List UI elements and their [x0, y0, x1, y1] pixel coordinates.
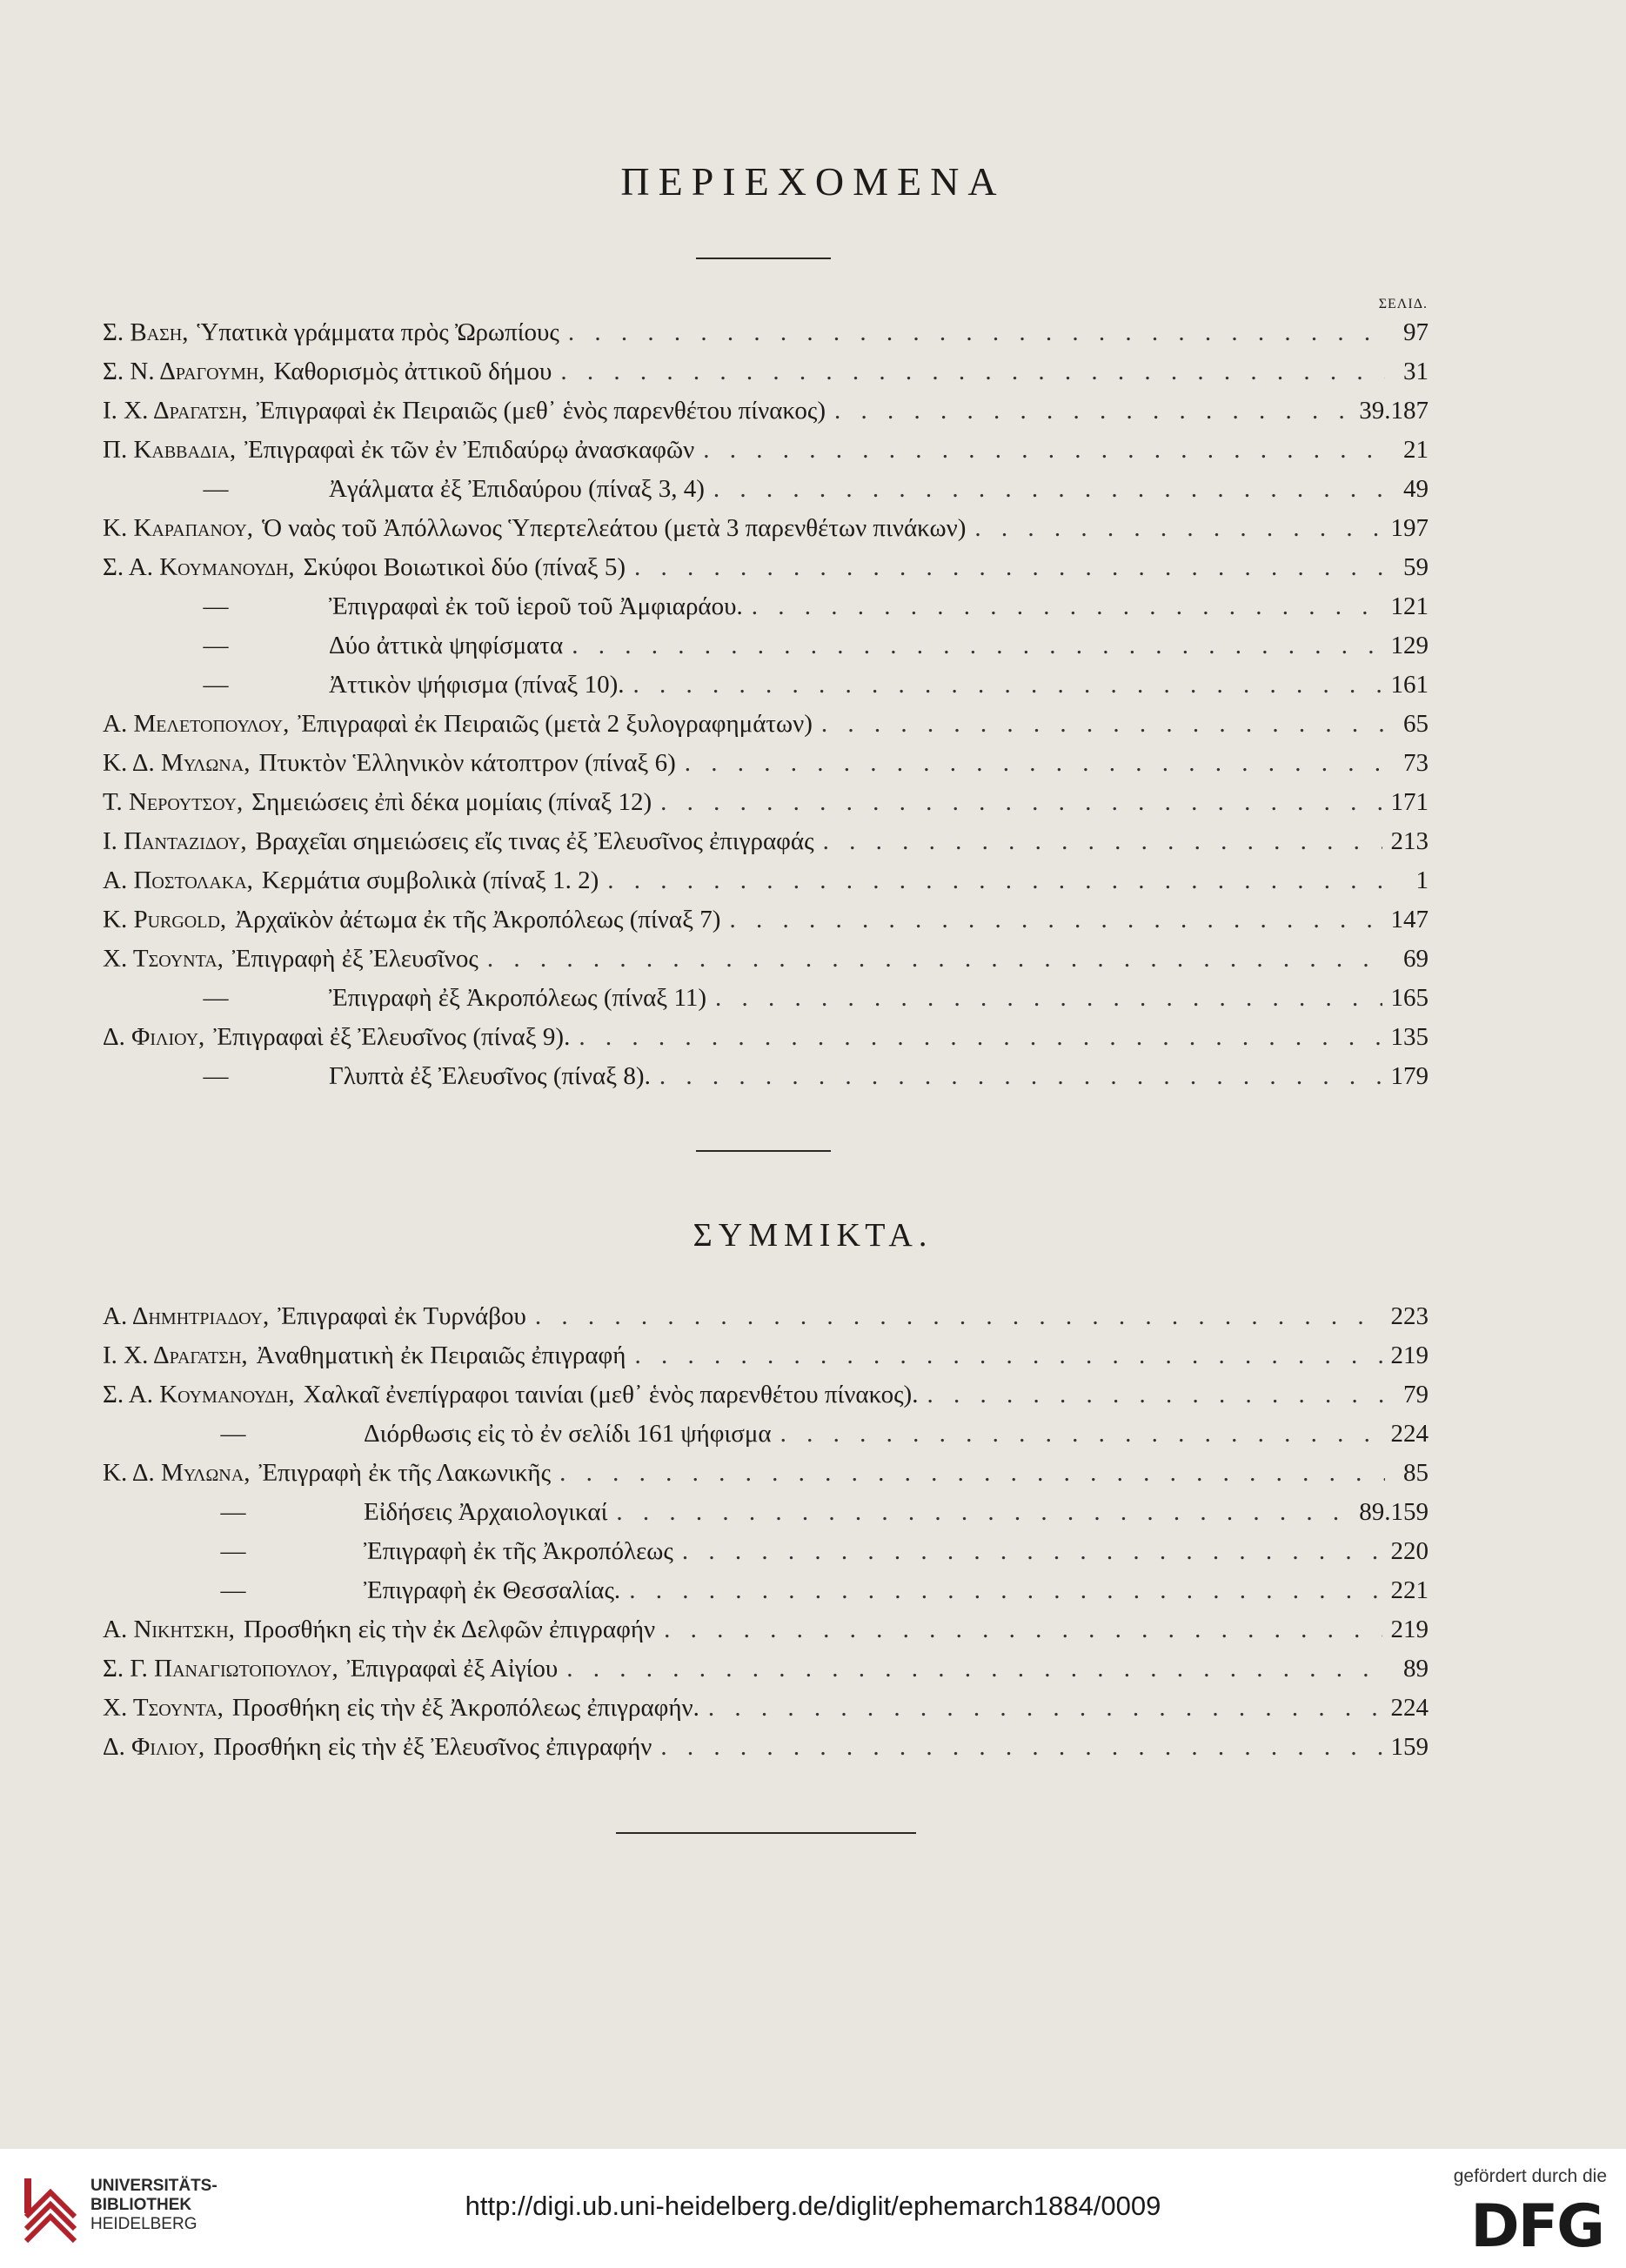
entry-title: Σκύφοι Βοιωτικοὶ δύο (πίναξ 5)	[303, 553, 626, 581]
toc-entry	[103, 632, 1429, 671]
toc-entry	[103, 984, 1429, 1023]
entry-title: Κερμάτια συμβολικὰ (πίναξ 1. 2)	[261, 866, 599, 894]
toc-entry	[103, 1733, 1429, 1772]
entry-page-number: 221	[1390, 1576, 1429, 1604]
entry-author: Ι. Χ. Δραγατση,	[103, 397, 248, 425]
dot-leader	[660, 788, 1382, 817]
dfg-logo: DFG	[1470, 2192, 1603, 2261]
end-rule	[616, 1832, 916, 1834]
dot-leader	[629, 1576, 1382, 1605]
entry-title: Γλυπτὰ ἐξ Ἐλευσῖνος (πίναξ 8).	[329, 1062, 651, 1090]
dot-leader	[659, 1062, 1382, 1091]
entry-page-number: 121	[1390, 592, 1429, 620]
toc-entry	[103, 1459, 1429, 1498]
entry-page-number: 159	[1390, 1733, 1429, 1761]
dot-leader	[729, 906, 1382, 934]
dot-leader	[974, 514, 1382, 543]
toc-entry	[103, 906, 1429, 945]
toc-entry	[103, 1023, 1429, 1062]
entry-page-number: 65	[1403, 710, 1429, 738]
funding-label: gefördert durch die	[1453, 2166, 1607, 2186]
ditto-dash: —	[203, 1062, 229, 1090]
entry-page-number: 97	[1403, 318, 1429, 346]
entry-page-number: 89	[1403, 1655, 1429, 1683]
entry-title: Σημειώσεις ἐπὶ δέκα μομίαις (πίναξ 12)	[251, 788, 652, 816]
entry-page-number: 1	[1415, 866, 1429, 894]
entry-page-number: 220	[1390, 1537, 1429, 1565]
entry-title: Βραχεῖαι σημειώσεις εἴς τινας ἐξ Ἐλευσῖνος ἐπιγραφάς	[255, 827, 814, 855]
toc-entry	[103, 671, 1429, 710]
ditto-dash: —	[220, 1576, 246, 1604]
entry-title: Ἐπιγραφὴ ἐκ Θεσσαλίας.	[364, 1576, 621, 1604]
toc-entry	[103, 358, 1429, 397]
entry-author: Δ. Φιλιου,	[103, 1023, 205, 1051]
dot-leader	[664, 1616, 1382, 1644]
entry-page-number: 161	[1390, 671, 1429, 699]
entry-title: Ὁ ναὸς τοῦ Ἀπόλλωνος Ὑπερτελεάτου (μετὰ 3 παρενθέτων πινάκων)	[262, 514, 967, 542]
ditto-dash: —	[220, 1420, 246, 1448]
entry-title: Ἐπιγραφὴ ἐκ τῆς Λακωνικῆς	[258, 1459, 552, 1487]
entry-page-number: 79	[1403, 1381, 1429, 1408]
dot-leader	[682, 1537, 1382, 1566]
entry-page-number: 213	[1390, 827, 1429, 855]
entry-title: Ἐπιγραφαὶ ἐκ Πειραιῶς (μετὰ 2 ξυλογραφημάτων)	[298, 710, 813, 738]
entry-title: Ἀγάλματα ἐξ Ἐπιδαύρου (πίναξ 3, 4)	[329, 475, 705, 503]
entry-author: Α. Δημητριαδου,	[103, 1302, 270, 1330]
dot-leader	[616, 1498, 1350, 1527]
ditto-dash: —	[203, 475, 229, 503]
toc-entry	[103, 397, 1429, 436]
entry-page-number: 129	[1390, 632, 1429, 659]
entry-page-number: 69	[1403, 945, 1429, 973]
ditto-dash: —	[203, 671, 229, 699]
contents-list	[103, 318, 1429, 1101]
miscellanea-heading: ΣΥΜΜΙΚΤΑ.	[693, 1217, 933, 1254]
entry-title: Ἐπιγραφὴ ἐκ τῆς Ἀκροπόλεως	[364, 1537, 673, 1565]
entry-title: Ἀττικὸν ψήφισμα (πίναξ 10).	[329, 671, 625, 699]
entry-title: Δύο ἀττικὰ ψηφίσματα	[329, 632, 564, 659]
entry-page-number: 85	[1403, 1459, 1429, 1487]
toc-entry	[103, 553, 1429, 592]
toc-entry	[103, 710, 1429, 749]
toc-entry	[103, 866, 1429, 906]
entry-title: Καθορισμὸς ἀττικοῦ δήμου	[273, 358, 552, 385]
library-line-1: UNIVERSITÄTS-	[90, 2177, 217, 2195]
dot-leader	[927, 1381, 1385, 1409]
toc-entry	[103, 1341, 1429, 1381]
entry-page-number: 197	[1390, 514, 1429, 542]
entry-page-number: 224	[1390, 1420, 1429, 1448]
dot-leader	[634, 553, 1385, 582]
entry-title: Ἐπιγραφαὶ ἐκ Πειραιῶς (μεθ᾽ ἑνὸς παρενθέτου πίνακος)	[256, 397, 826, 425]
footer-bar	[0, 2149, 1626, 2268]
dot-leader	[685, 749, 1385, 778]
entry-title: Ἐπιγραφαὶ ἐξ Ἐλευσῖνος (πίναξ 9).	[213, 1023, 571, 1051]
dot-leader	[834, 397, 1350, 425]
dot-leader	[708, 1694, 1382, 1723]
entry-author: Α. Νικητσκη,	[103, 1616, 235, 1643]
ditto-dash: —	[203, 632, 229, 659]
library-line-3: HEIDELBERG	[90, 2215, 197, 2233]
entry-page-number: 31	[1403, 358, 1429, 385]
entry-title: Ἐπιγραφαὶ ἐξ Αἰγίου	[346, 1655, 559, 1683]
entry-page-number: 171	[1390, 788, 1429, 816]
entry-author: Σ. Α. Κουμανουδη,	[103, 553, 295, 581]
toc-entry	[103, 1655, 1429, 1694]
divider-rule	[696, 258, 831, 259]
entry-author: Σ. Α. Κουμανουδη,	[103, 1381, 295, 1408]
library-line-2: BIBLIOTHEK	[90, 2196, 192, 2214]
entry-author: Δ. Φιλιου,	[103, 1733, 205, 1761]
miscellanea-list	[103, 1302, 1429, 1772]
entry-page-number: 223	[1390, 1302, 1429, 1330]
entry-author: Ι. Χ. Δραγατση,	[103, 1341, 248, 1369]
dot-leader	[560, 358, 1385, 386]
entry-page-number: 135	[1390, 1023, 1429, 1051]
dot-leader	[487, 945, 1385, 973]
toc-entry	[103, 592, 1429, 632]
toc-entry	[103, 1420, 1429, 1459]
entry-title: Ἐπιγραφὴ ἐξ Ἐλευσῖνος	[231, 945, 478, 973]
toc-entry	[103, 1062, 1429, 1101]
entry-author: Α. Μελετοπουλου,	[103, 710, 290, 738]
ditto-dash: —	[220, 1537, 246, 1565]
entry-author: Τ. Νερουτσου,	[103, 788, 244, 816]
entry-author: Χ. Τσουντα,	[103, 1694, 224, 1722]
entry-author: Κ. Purgold,	[103, 906, 227, 933]
toc-entry	[103, 827, 1429, 866]
toc-entry	[103, 1616, 1429, 1655]
ditto-dash: —	[203, 984, 229, 1012]
dot-leader	[703, 436, 1385, 465]
entry-page-number: 59	[1403, 553, 1429, 581]
entry-title: Ἀρχαϊκὸν ἀέτωμα ἐκ τῆς Ἀκροπόλεως (πίναξ 7)	[235, 906, 721, 933]
dot-leader	[559, 1459, 1385, 1488]
toc-entry	[103, 436, 1429, 475]
entry-title: Διόρθωσις εἰς τὸ ἐν σελίδι 161 ψήφισμα	[364, 1420, 772, 1448]
dot-leader	[780, 1420, 1382, 1448]
entry-page-number: 21	[1403, 436, 1429, 464]
toc-entry	[103, 945, 1429, 984]
toc-entry	[103, 1302, 1429, 1341]
entry-author: Σ. Ν. Δραγουμη,	[103, 358, 265, 385]
dot-leader	[634, 1341, 1382, 1370]
toc-entry	[103, 318, 1429, 358]
entry-author: Σ. Γ. Παναγιωτοπουλου,	[103, 1655, 338, 1683]
toc-entry	[103, 1537, 1429, 1576]
entry-page-number: 224	[1390, 1694, 1429, 1722]
entry-author: Σ. Βαση,	[103, 318, 189, 346]
entry-title: Προσθήκη εἰς τὴν ἐξ Ἀκροπόλεως ἐπιγραφήν.	[231, 1694, 699, 1722]
entry-page-number: 219	[1390, 1341, 1429, 1369]
dot-leader	[607, 866, 1385, 895]
entry-title: Εἰδήσεις Ἀρχαιολογικαί	[364, 1498, 608, 1526]
permalink-url[interactable]: http://digi.ub.uni-heidelberg.de/diglit/ephemarch1884/0009	[465, 2191, 1161, 2221]
toc-entry	[103, 749, 1429, 788]
contents-heading: ΠΕΡΙΕΧΟΜΕΝΑ	[620, 159, 1006, 204]
entry-page-number: 179	[1390, 1062, 1429, 1090]
toc-entry	[103, 1576, 1429, 1616]
entry-title: Πτυκτὸν Ἑλληνικὸν κάτοπτρον (πίναξ 6)	[258, 749, 676, 777]
entry-author: Χ. Τσουντα,	[103, 945, 224, 973]
entry-page-number: 39.187	[1359, 397, 1429, 425]
dot-leader	[579, 1023, 1382, 1052]
entry-author: Κ. Δ. Μυλωνα,	[103, 1459, 251, 1487]
dot-leader	[535, 1302, 1382, 1331]
entry-title: Ἀναθηματικὴ ἐκ Πειραιῶς ἐπιγραφή	[256, 1341, 626, 1369]
dot-leader	[568, 318, 1385, 347]
toc-entry	[103, 475, 1429, 514]
entry-title: Ἐπιγραφαὶ ἐκ Τυρνάβου	[278, 1302, 526, 1330]
entry-title: Προσθήκη εἰς τὴν ἐκ Δελφῶν ἐπιγραφήν	[243, 1616, 656, 1643]
entry-author: Ι. Πανταζιδου,	[103, 827, 247, 855]
dot-leader	[660, 1733, 1382, 1762]
entry-page-number: 49	[1403, 475, 1429, 503]
toc-entry	[103, 1694, 1429, 1733]
dot-leader	[821, 710, 1385, 739]
divider-rule	[696, 1150, 831, 1152]
dot-leader	[633, 671, 1382, 699]
toc-entry	[103, 514, 1429, 553]
toc-entry	[103, 1381, 1429, 1420]
entry-author: Π. Καββαδια,	[103, 436, 237, 464]
entry-author: Κ. Δ. Μυλωνα,	[103, 749, 251, 777]
entry-author: Κ. Καραπανου,	[103, 514, 254, 542]
entry-title: Προσθήκη εἰς τὴν ἐξ Ἐλευσῖνος ἐπιγραφήν	[213, 1733, 652, 1761]
ditto-dash: —	[220, 1498, 246, 1526]
entry-page-number: 165	[1390, 984, 1429, 1012]
entry-page-number: 147	[1390, 906, 1429, 933]
dot-leader	[823, 827, 1382, 856]
ditto-dash: —	[203, 592, 229, 620]
dot-leader	[572, 632, 1382, 660]
entry-page-number: 219	[1390, 1616, 1429, 1643]
page-column-label: ΣΕΛΙΔ.	[1378, 297, 1428, 311]
dot-leader	[566, 1655, 1385, 1683]
dot-leader	[713, 475, 1385, 504]
entry-author: Α. Ποστολακα,	[103, 866, 253, 894]
entry-title: Ὑπατικὰ γράμματα πρὸς Ὠρωπίους	[197, 318, 559, 346]
toc-entry	[103, 788, 1429, 827]
entry-title: Χαλκαῖ ἐνεπίγραφοι ταινίαι (μεθ᾽ ἑνὸς παρενθέτου πίνακος).	[303, 1381, 919, 1408]
entry-page-number: 73	[1403, 749, 1429, 777]
toc-entry	[103, 1498, 1429, 1537]
entry-title: Ἐπιγραφαὶ ἐκ τῶν ἐν Ἐπιδαύρῳ ἀνασκαφῶν	[244, 436, 695, 464]
dot-leader	[715, 984, 1382, 1013]
entry-page-number: 89.159	[1359, 1498, 1429, 1526]
entry-title: Ἐπιγραφαὶ ἐκ τοῦ ἱεροῦ τοῦ Ἀμφιαράου.	[329, 592, 743, 620]
entry-title: Ἐπιγραφὴ ἐξ Ἀκροπόλεως (πίναξ 11)	[329, 984, 707, 1012]
dot-leader	[752, 592, 1382, 621]
